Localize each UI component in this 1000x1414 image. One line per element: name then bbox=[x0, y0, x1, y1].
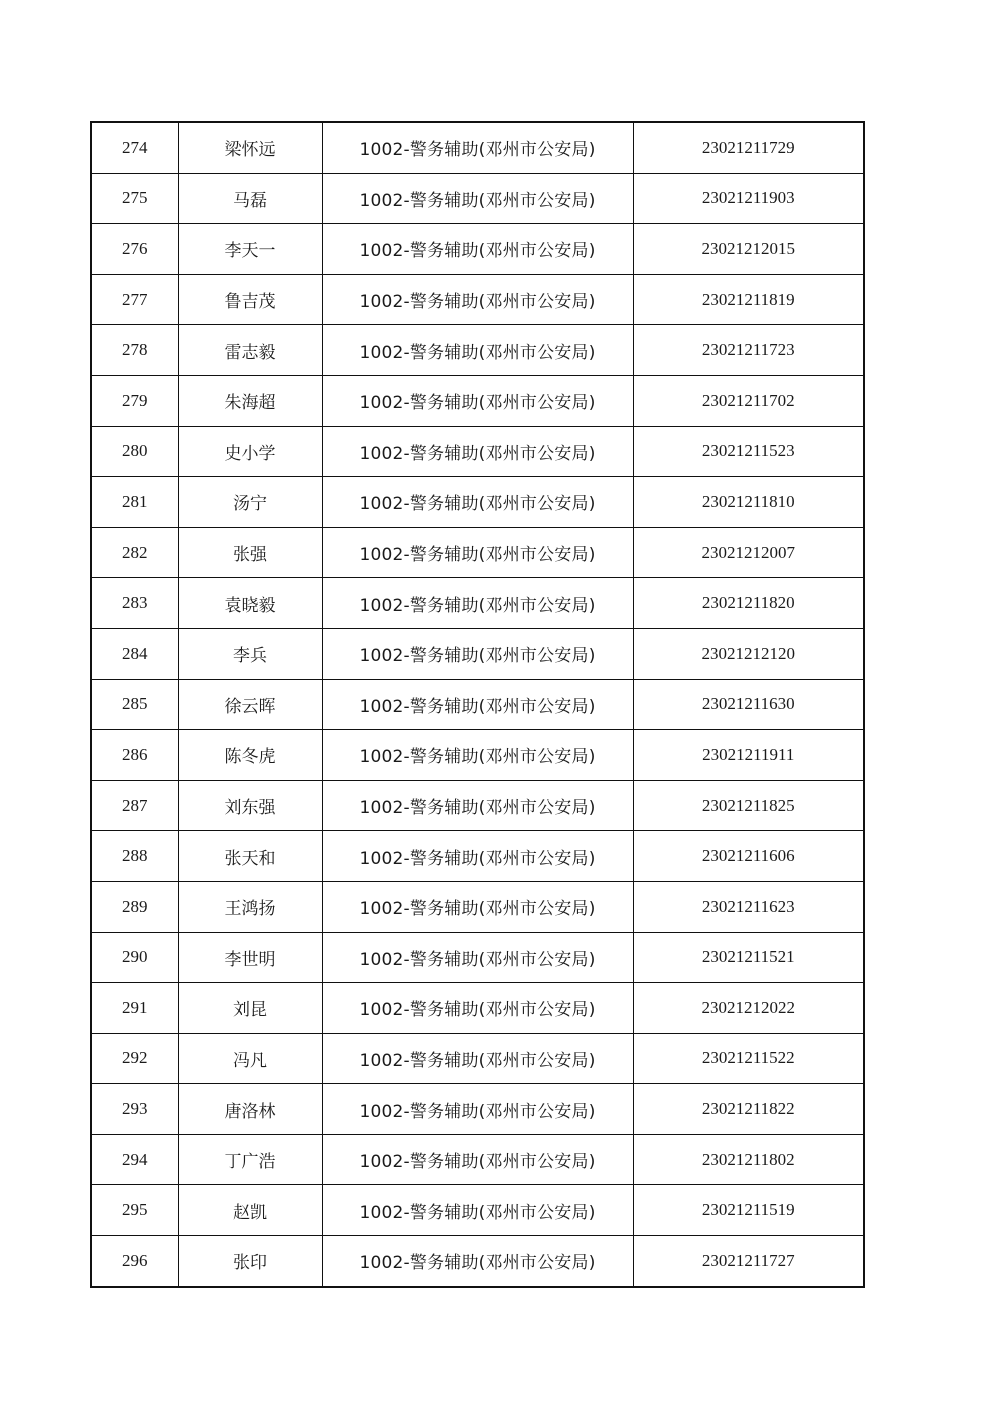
row-number-cell: 281 bbox=[91, 477, 178, 528]
table-row bbox=[91, 1033, 864, 1084]
candidate-name-cell: 王鸿扬 bbox=[178, 881, 322, 932]
candidate-name-cell: 唐洛林 bbox=[178, 1084, 322, 1135]
candidate-table-body bbox=[91, 122, 864, 1287]
exam-id-cell: 23021211825 bbox=[633, 780, 864, 831]
exam-id-cell: 23021211729 bbox=[633, 122, 864, 173]
candidate-name-cell: 史小学 bbox=[178, 426, 322, 477]
row-number-cell: 280 bbox=[91, 426, 178, 477]
position-cell: 1002-警务辅助(邓州市公安局) bbox=[322, 1033, 633, 1084]
exam-id-cell: 23021211606 bbox=[633, 831, 864, 882]
exam-id-cell: 23021212007 bbox=[633, 527, 864, 578]
exam-id-cell: 23021211802 bbox=[633, 1134, 864, 1185]
table-row bbox=[91, 932, 864, 983]
table-row bbox=[91, 375, 864, 426]
position-cell: 1002-警务辅助(邓州市公安局) bbox=[322, 426, 633, 477]
candidate-name-cell: 冯凡 bbox=[178, 1033, 322, 1084]
exam-id-cell: 23021211630 bbox=[633, 679, 864, 730]
candidate-name-cell: 雷志毅 bbox=[178, 325, 322, 376]
exam-id-cell: 23021211519 bbox=[633, 1185, 864, 1236]
position-cell: 1002-警务辅助(邓州市公安局) bbox=[322, 932, 633, 983]
position-cell: 1002-警务辅助(邓州市公安局) bbox=[322, 881, 633, 932]
table-row bbox=[91, 1185, 864, 1236]
exam-id-cell: 23021212015 bbox=[633, 224, 864, 275]
exam-id-cell: 23021211521 bbox=[633, 932, 864, 983]
position-cell: 1002-警务辅助(邓州市公安局) bbox=[322, 477, 633, 528]
table-row bbox=[91, 1236, 864, 1287]
table-row bbox=[91, 578, 864, 629]
position-cell: 1002-警务辅助(邓州市公安局) bbox=[322, 224, 633, 275]
position-cell: 1002-警务辅助(邓州市公安局) bbox=[322, 173, 633, 224]
candidate-name-cell: 赵凯 bbox=[178, 1185, 322, 1236]
candidate-name-cell: 马磊 bbox=[178, 173, 322, 224]
candidate-name-cell: 张印 bbox=[178, 1236, 322, 1287]
position-cell: 1002-警务辅助(邓州市公安局) bbox=[322, 325, 633, 376]
candidate-name-cell: 梁怀远 bbox=[178, 122, 322, 173]
position-cell: 1002-警务辅助(邓州市公安局) bbox=[322, 578, 633, 629]
row-number-cell: 290 bbox=[91, 932, 178, 983]
candidate-name-cell: 鲁吉茂 bbox=[178, 274, 322, 325]
row-number-cell: 287 bbox=[91, 780, 178, 831]
row-number-cell: 293 bbox=[91, 1084, 178, 1135]
table-row bbox=[91, 477, 864, 528]
row-number-cell: 286 bbox=[91, 730, 178, 781]
candidate-name-cell: 李天一 bbox=[178, 224, 322, 275]
row-number-cell: 283 bbox=[91, 578, 178, 629]
candidate-table bbox=[90, 121, 865, 1288]
row-number-cell: 277 bbox=[91, 274, 178, 325]
exam-id-cell: 23021211810 bbox=[633, 477, 864, 528]
row-number-cell: 275 bbox=[91, 173, 178, 224]
position-cell: 1002-警务辅助(邓州市公安局) bbox=[322, 1134, 633, 1185]
candidate-name-cell: 陈冬虎 bbox=[178, 730, 322, 781]
row-number-cell: 282 bbox=[91, 527, 178, 578]
row-number-cell: 292 bbox=[91, 1033, 178, 1084]
candidate-name-cell: 张天和 bbox=[178, 831, 322, 882]
table-row bbox=[91, 730, 864, 781]
exam-id-cell: 23021211523 bbox=[633, 426, 864, 477]
row-number-cell: 294 bbox=[91, 1134, 178, 1185]
position-cell: 1002-警务辅助(邓州市公安局) bbox=[322, 1185, 633, 1236]
table-row bbox=[91, 831, 864, 882]
exam-id-cell: 23021212022 bbox=[633, 983, 864, 1034]
position-cell: 1002-警务辅助(邓州市公安局) bbox=[322, 122, 633, 173]
table-row bbox=[91, 274, 864, 325]
table-row bbox=[91, 780, 864, 831]
row-number-cell: 279 bbox=[91, 375, 178, 426]
table-row bbox=[91, 1134, 864, 1185]
row-number-cell: 289 bbox=[91, 881, 178, 932]
table-row bbox=[91, 679, 864, 730]
candidate-name-cell: 袁晓毅 bbox=[178, 578, 322, 629]
position-cell: 1002-警务辅助(邓州市公安局) bbox=[322, 375, 633, 426]
table-row bbox=[91, 325, 864, 376]
position-cell: 1002-警务辅助(邓州市公安局) bbox=[322, 983, 633, 1034]
exam-id-cell: 23021211702 bbox=[633, 375, 864, 426]
exam-id-cell: 23021211723 bbox=[633, 325, 864, 376]
table-row bbox=[91, 122, 864, 173]
candidate-name-cell: 李世明 bbox=[178, 932, 322, 983]
row-number-cell: 296 bbox=[91, 1236, 178, 1287]
position-cell: 1002-警务辅助(邓州市公安局) bbox=[322, 831, 633, 882]
candidate-name-cell: 刘昆 bbox=[178, 983, 322, 1034]
table-row bbox=[91, 881, 864, 932]
table-row bbox=[91, 1084, 864, 1135]
table-row bbox=[91, 527, 864, 578]
candidate-name-cell: 刘东强 bbox=[178, 780, 322, 831]
exam-id-cell: 23021211820 bbox=[633, 578, 864, 629]
position-cell: 1002-警务辅助(邓州市公安局) bbox=[322, 274, 633, 325]
row-number-cell: 285 bbox=[91, 679, 178, 730]
row-number-cell: 278 bbox=[91, 325, 178, 376]
candidate-name-cell: 汤宁 bbox=[178, 477, 322, 528]
candidate-name-cell: 朱海超 bbox=[178, 375, 322, 426]
exam-id-cell: 23021212120 bbox=[633, 628, 864, 679]
row-number-cell: 276 bbox=[91, 224, 178, 275]
row-number-cell: 288 bbox=[91, 831, 178, 882]
row-number-cell: 295 bbox=[91, 1185, 178, 1236]
table-row bbox=[91, 426, 864, 477]
candidate-name-cell: 丁广浩 bbox=[178, 1134, 322, 1185]
row-number-cell: 274 bbox=[91, 122, 178, 173]
exam-id-cell: 23021211903 bbox=[633, 173, 864, 224]
table-row bbox=[91, 628, 864, 679]
position-cell: 1002-警务辅助(邓州市公安局) bbox=[322, 780, 633, 831]
position-cell: 1002-警务辅助(邓州市公安局) bbox=[322, 730, 633, 781]
exam-id-cell: 23021211623 bbox=[633, 881, 864, 932]
exam-id-cell: 23021211522 bbox=[633, 1033, 864, 1084]
row-number-cell: 291 bbox=[91, 983, 178, 1034]
exam-id-cell: 23021211819 bbox=[633, 274, 864, 325]
exam-id-cell: 23021211727 bbox=[633, 1236, 864, 1287]
position-cell: 1002-警务辅助(邓州市公安局) bbox=[322, 1084, 633, 1135]
candidate-name-cell: 张强 bbox=[178, 527, 322, 578]
row-number-cell: 284 bbox=[91, 628, 178, 679]
position-cell: 1002-警务辅助(邓州市公安局) bbox=[322, 628, 633, 679]
position-cell: 1002-警务辅助(邓州市公安局) bbox=[322, 527, 633, 578]
exam-id-cell: 23021211911 bbox=[633, 730, 864, 781]
candidate-name-cell: 李兵 bbox=[178, 628, 322, 679]
table-row bbox=[91, 173, 864, 224]
exam-id-cell: 23021211822 bbox=[633, 1084, 864, 1135]
position-cell: 1002-警务辅助(邓州市公安局) bbox=[322, 1236, 633, 1287]
table-row bbox=[91, 224, 864, 275]
position-cell: 1002-警务辅助(邓州市公安局) bbox=[322, 679, 633, 730]
table-row bbox=[91, 983, 864, 1034]
candidate-name-cell: 徐云晖 bbox=[178, 679, 322, 730]
